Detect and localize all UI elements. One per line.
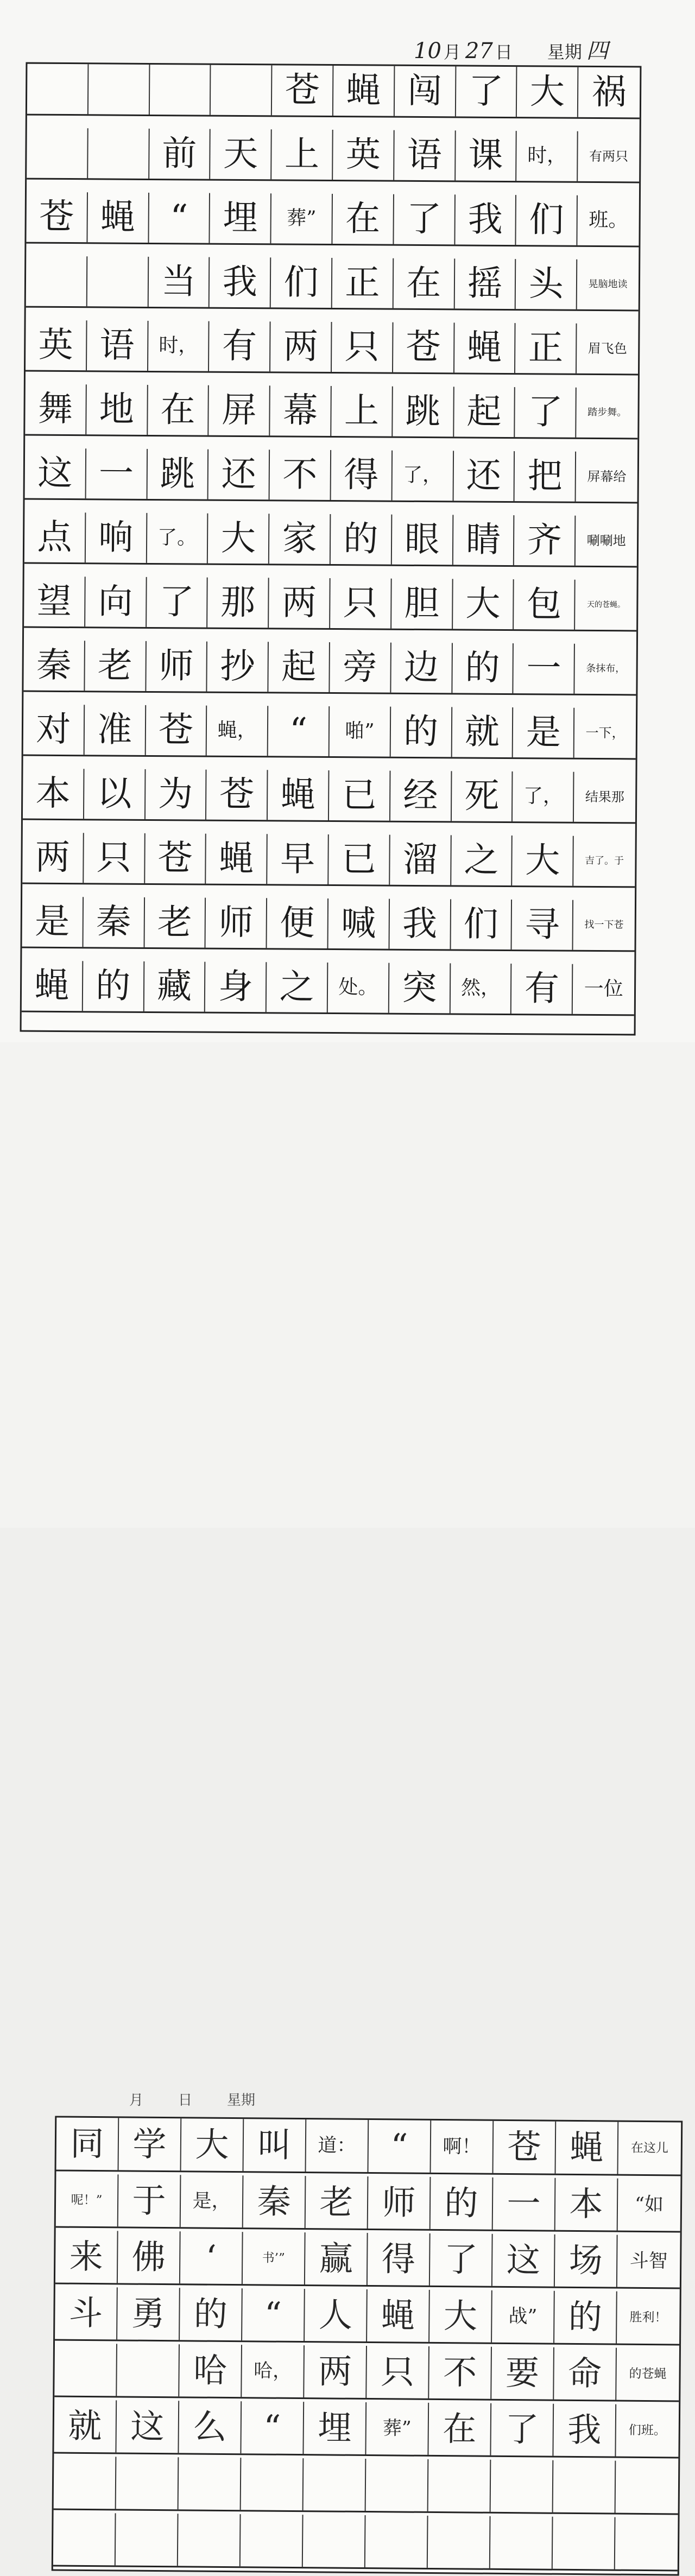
grid-cell bbox=[178, 2514, 241, 2566]
grid-cell: 我 bbox=[553, 2404, 616, 2457]
grid-cell bbox=[304, 2458, 367, 2511]
grid-cell: 的 bbox=[180, 2288, 243, 2340]
grid-cell: 了 bbox=[147, 577, 208, 628]
grid-cell: 们 bbox=[516, 195, 578, 245]
grid-cell: 就 bbox=[54, 2400, 117, 2452]
grid-cell: 场 bbox=[555, 2235, 618, 2287]
grid-cell: 胜利！ bbox=[629, 2310, 667, 2325]
grid-cell: 旁 bbox=[330, 642, 391, 693]
grid-row bbox=[26, 256, 639, 312]
grid-cell: 眉飞色 bbox=[587, 340, 627, 357]
grid-cell: ‘ bbox=[180, 2231, 243, 2284]
grid-cell bbox=[53, 2512, 116, 2565]
grid-cell: 道： bbox=[306, 2119, 369, 2172]
grid-cell: 老 bbox=[85, 641, 146, 691]
grid-cell: 来 bbox=[55, 2230, 118, 2283]
grid-cell: 苍 bbox=[26, 192, 87, 243]
grid-cell bbox=[428, 2459, 491, 2512]
grid-cell: 们班。 bbox=[628, 2423, 666, 2438]
grid-cell bbox=[553, 2460, 616, 2513]
grid-cell: 前 bbox=[149, 129, 211, 179]
grid-cell: 已 bbox=[328, 834, 390, 885]
grid-cell: 死 bbox=[452, 771, 513, 821]
grid-cell: 了 bbox=[491, 2403, 554, 2456]
grid-cell bbox=[241, 2458, 304, 2510]
grid-cell: 舞 bbox=[25, 384, 86, 435]
grid-cell: 蝇， bbox=[207, 706, 268, 756]
grid-cell: 书’” bbox=[243, 2232, 306, 2284]
grid-cell: 葬” bbox=[271, 193, 333, 244]
grid-cell: 的 bbox=[452, 643, 514, 693]
grid-cell: 埋 bbox=[210, 193, 271, 244]
grid-cell: 苍 bbox=[146, 705, 207, 756]
grid-row bbox=[27, 128, 640, 183]
grid-cell: 这 bbox=[116, 2400, 179, 2453]
grid-cell: 当 bbox=[148, 257, 210, 307]
grid-row bbox=[26, 192, 639, 248]
grid-row bbox=[27, 64, 640, 119]
grid-cell: 边 bbox=[391, 643, 452, 693]
grid-cell: 班。 bbox=[589, 208, 628, 232]
grid-cell: “ bbox=[242, 2288, 305, 2341]
grid-cell: 呢！” bbox=[56, 2174, 119, 2226]
grid-row bbox=[22, 833, 635, 888]
grid-cell: 对 bbox=[23, 705, 85, 755]
grid-cell: 两 bbox=[270, 321, 332, 372]
grid-cell: 们 bbox=[451, 899, 512, 950]
grid-cell: 只 bbox=[330, 578, 391, 629]
grid-cell: 斗智 bbox=[629, 2250, 668, 2272]
grid-cell: 赢 bbox=[305, 2232, 368, 2285]
grid-cell: 溜 bbox=[390, 835, 451, 885]
grid-cell: 葬” bbox=[366, 2402, 429, 2455]
grid-cell: 便 bbox=[267, 898, 328, 948]
grid-cell: 早 bbox=[267, 834, 328, 884]
grid-row bbox=[56, 2117, 681, 2176]
grid-cell bbox=[553, 2517, 616, 2569]
grid-cell: 人 bbox=[305, 2289, 368, 2341]
grid-cell bbox=[116, 2513, 179, 2566]
grid-cell: 望 bbox=[24, 577, 85, 627]
grid-cell: 蝇 bbox=[22, 961, 83, 1011]
grid-cell: 秦 bbox=[83, 897, 144, 947]
grid-cell: 的苍蝇 bbox=[629, 2366, 667, 2381]
grid-row bbox=[25, 384, 638, 440]
grid-cell bbox=[54, 2456, 117, 2509]
grid-cell bbox=[27, 64, 89, 115]
grid-cell: 蝇 bbox=[333, 66, 395, 116]
grid-cell: 那 bbox=[208, 578, 269, 628]
grid-cell: 学 bbox=[119, 2118, 182, 2170]
grid-cell: 一 bbox=[493, 2178, 556, 2230]
grid-cell: 晃脑地读 bbox=[588, 278, 628, 290]
grid-cell: 一 bbox=[86, 448, 147, 499]
grid-cell: 天的苍蝇。 bbox=[586, 600, 626, 610]
grid-cell bbox=[179, 2457, 242, 2510]
grid-cell: 就 bbox=[452, 707, 513, 757]
grid-cell: 我 bbox=[389, 899, 451, 950]
grid-cell bbox=[490, 2516, 553, 2569]
grid-cell: 只 bbox=[332, 322, 393, 372]
grid-row bbox=[23, 769, 636, 824]
grid-cell: 同 bbox=[56, 2117, 119, 2170]
grid-cell bbox=[491, 2460, 554, 2512]
grid-cell: 得 bbox=[368, 2233, 431, 2286]
grid-cell: 跳 bbox=[393, 387, 454, 437]
grid-cell: 时， bbox=[517, 131, 578, 181]
grid-cell: 正 bbox=[332, 258, 394, 308]
grid-cell: 齐 bbox=[514, 515, 576, 566]
weekday-label-2: 星期 bbox=[227, 2092, 256, 2109]
grid-cell: 突 bbox=[389, 963, 451, 1014]
grid-cell: 师 bbox=[206, 898, 267, 948]
grid-cell: 正 bbox=[515, 323, 577, 374]
grid-cell: 了 bbox=[515, 387, 577, 438]
grid-cell: 蝇 bbox=[367, 2289, 430, 2342]
grid-row bbox=[24, 577, 637, 632]
grid-cell: 屏幕给 bbox=[587, 469, 627, 485]
grid-cell: 师 bbox=[368, 2176, 431, 2229]
grid-cell: 的 bbox=[331, 514, 392, 565]
grid-cell: 课 bbox=[456, 130, 517, 181]
grid-cell: 秦 bbox=[23, 641, 85, 691]
grid-cell bbox=[89, 64, 150, 115]
date-header-2 bbox=[98, 2089, 258, 2109]
grid-cell: 上 bbox=[331, 386, 393, 436]
grid-cell: 我 bbox=[210, 257, 271, 308]
grid-row bbox=[22, 961, 635, 1016]
grid-row bbox=[22, 897, 635, 952]
grid-cell: 斗 bbox=[55, 2287, 118, 2339]
grid-cell: 了 bbox=[430, 2233, 493, 2286]
writing-grid-2 bbox=[52, 2116, 683, 2575]
grid-cell: 得 bbox=[331, 450, 393, 501]
grid-cell: 苍 bbox=[272, 65, 333, 116]
grid-cell: 蝇 bbox=[206, 834, 268, 884]
grid-cell: 只 bbox=[84, 833, 145, 883]
grid-cell: 于 bbox=[118, 2174, 181, 2227]
grid-cell: 摇 bbox=[454, 258, 516, 309]
grid-cell bbox=[116, 2457, 179, 2509]
grid-cell: 在 bbox=[428, 2403, 491, 2455]
grid-cell: 的 bbox=[390, 707, 452, 757]
grid-cell: 只 bbox=[367, 2346, 429, 2398]
grid-row bbox=[56, 2174, 681, 2232]
grid-cell: 战” bbox=[492, 2290, 555, 2343]
grid-row bbox=[53, 2512, 678, 2571]
grid-cell: 佛 bbox=[118, 2231, 181, 2283]
grid-cell: 两 bbox=[304, 2345, 367, 2398]
grid-cell: 了 bbox=[456, 66, 517, 117]
grid-cell: 大 bbox=[181, 2118, 244, 2171]
grid-cell: 在这儿 bbox=[630, 2141, 668, 2155]
grid-cell: 结果那 bbox=[585, 789, 624, 805]
grid-cell: 了， bbox=[392, 451, 453, 501]
grid-cell: 经 bbox=[390, 771, 452, 821]
grid-cell: 响 bbox=[86, 512, 147, 563]
grid-cell bbox=[149, 65, 211, 115]
grid-cell: 有两只 bbox=[589, 148, 629, 164]
grid-cell: 老 bbox=[306, 2176, 369, 2229]
grid-cell: 祸 bbox=[591, 72, 627, 113]
grid-cell: “ bbox=[149, 193, 210, 243]
grid-cell: 胆 bbox=[391, 579, 453, 629]
grid-cell: 一 bbox=[514, 643, 575, 694]
grid-cell: 了。 bbox=[147, 513, 208, 564]
grid-cell: “ bbox=[241, 2401, 304, 2454]
grid-cell: 苍 bbox=[206, 770, 268, 820]
grid-cell: 睛 bbox=[453, 515, 514, 565]
grid-cell: 两 bbox=[269, 578, 330, 628]
grid-cell: 在 bbox=[394, 258, 455, 309]
grid-cell: 时， bbox=[148, 321, 210, 371]
grid-cell bbox=[211, 65, 272, 116]
grid-cell bbox=[26, 256, 87, 307]
grid-row bbox=[54, 2400, 679, 2458]
grid-cell: 不 bbox=[429, 2346, 492, 2399]
grid-cell: 吉了。于 bbox=[585, 855, 624, 867]
grid-cell: 在 bbox=[148, 385, 209, 435]
grid-cell: “如 bbox=[634, 2193, 664, 2216]
grid-cell: 上 bbox=[271, 129, 333, 180]
weekday-label: 星期 bbox=[547, 42, 582, 62]
grid-cell: 要 bbox=[491, 2347, 554, 2400]
grid-row bbox=[23, 705, 636, 760]
grid-cell: 蝇 bbox=[454, 322, 516, 373]
grid-cell: 语 bbox=[87, 320, 148, 371]
grid-cell bbox=[615, 2517, 678, 2570]
date-day-label-2: 日 bbox=[178, 2092, 193, 2109]
grid-row bbox=[25, 448, 638, 504]
grid-cell: 把 bbox=[515, 451, 576, 502]
grid-cell: 勇 bbox=[117, 2287, 180, 2340]
grid-cell: 的 bbox=[554, 2291, 617, 2344]
grid-cell: 命 bbox=[554, 2347, 617, 2400]
grid-cell: 语 bbox=[394, 130, 456, 181]
grid-cell: 蝇 bbox=[268, 770, 329, 820]
grid-cell: 大 bbox=[517, 67, 578, 117]
grid-row bbox=[54, 2343, 679, 2402]
grid-cell bbox=[27, 128, 88, 179]
date-day: 27 bbox=[465, 39, 493, 64]
grid-cell: 点 bbox=[24, 512, 86, 563]
grid-cell bbox=[54, 2343, 117, 2396]
grid-cell: 大 bbox=[453, 579, 514, 629]
grid-row bbox=[26, 320, 639, 376]
grid-cell: 有 bbox=[511, 964, 573, 1014]
notebook-page-2 bbox=[0, 1042, 695, 2450]
grid-cell: 蝇 bbox=[87, 192, 149, 243]
grid-cell: 天 bbox=[211, 129, 272, 180]
grid-cell: 为 bbox=[146, 769, 207, 820]
grid-cell: 之 bbox=[267, 962, 328, 1012]
grid-cell: 的 bbox=[83, 961, 144, 1011]
grid-row bbox=[55, 2287, 680, 2345]
grid-cell: 的 bbox=[431, 2177, 494, 2230]
grid-cell: 秦 bbox=[243, 2175, 306, 2228]
weekday-value: 四 bbox=[586, 39, 608, 64]
grid-cell: 地 bbox=[86, 384, 148, 435]
grid-cell: 们 bbox=[271, 257, 332, 308]
grid-cell bbox=[303, 2515, 366, 2567]
grid-cell: 是 bbox=[513, 707, 574, 758]
grid-cell: 了， bbox=[513, 771, 574, 822]
grid-cell: 两 bbox=[22, 833, 84, 883]
grid-cell: 之 bbox=[451, 835, 513, 885]
grid-cell: 大 bbox=[429, 2290, 492, 2343]
grid-cell: 不 bbox=[270, 450, 331, 500]
grid-cell bbox=[87, 256, 149, 307]
grid-cell: 大 bbox=[513, 836, 574, 886]
grid-cell: 条抹布， bbox=[586, 662, 626, 675]
grid-cell: 英 bbox=[26, 320, 87, 371]
grid-cell: 跳 bbox=[147, 449, 208, 499]
date-month: 10 bbox=[414, 39, 441, 64]
grid-cell: 么 bbox=[179, 2401, 242, 2453]
grid-cell: 起 bbox=[454, 387, 515, 437]
grid-row bbox=[24, 512, 637, 568]
grid-cell bbox=[428, 2516, 491, 2568]
grid-cell: 一下， bbox=[585, 725, 625, 741]
grid-row bbox=[55, 2230, 680, 2289]
grid-cell: 还 bbox=[208, 450, 270, 500]
grid-cell: 已 bbox=[329, 770, 390, 821]
grid-cell bbox=[616, 2461, 679, 2514]
grid-cell: 本 bbox=[23, 769, 84, 819]
date-month-label-2: 月 bbox=[129, 2092, 144, 2109]
grid-cell: 哈 bbox=[179, 2344, 242, 2397]
grid-cell: 啊！ bbox=[431, 2121, 494, 2173]
grid-cell: 哈， bbox=[242, 2345, 305, 2397]
grid-cell: “ bbox=[369, 2120, 432, 2173]
grid-cell: 是， bbox=[181, 2175, 244, 2227]
grid-cell: 埋 bbox=[304, 2402, 367, 2454]
notebook-page-1 bbox=[0, 0, 695, 1042]
grid-cell: 了 bbox=[394, 194, 455, 245]
grid-cell bbox=[365, 2515, 428, 2568]
grid-cell bbox=[117, 2344, 180, 2396]
grid-cell: 有 bbox=[209, 321, 270, 372]
grid-cell: 老 bbox=[144, 897, 206, 948]
grid-cell: 踏步舞。 bbox=[587, 406, 627, 419]
grid-cell: 包 bbox=[514, 579, 575, 630]
grid-cell: 起 bbox=[269, 642, 330, 692]
grid-cell: 藏 bbox=[144, 961, 205, 1012]
grid-cell: 屏 bbox=[209, 385, 270, 436]
date-day-label: 日 bbox=[495, 42, 513, 62]
grid-cell: 以 bbox=[84, 769, 146, 819]
grid-row bbox=[23, 641, 636, 696]
grid-cell: 这 bbox=[25, 448, 86, 499]
grid-cell: 然， bbox=[450, 963, 511, 1014]
grid-cell: 这 bbox=[492, 2234, 555, 2287]
grid-cell: 蝇 bbox=[556, 2122, 619, 2174]
grid-cell: 身 bbox=[205, 962, 267, 1012]
grid-cell: 啪” bbox=[330, 706, 391, 757]
grid-cell: 抄 bbox=[207, 642, 269, 692]
writing-grid-1 bbox=[20, 62, 642, 1036]
grid-cell: 英 bbox=[333, 130, 394, 180]
grid-cell: 唰唰地 bbox=[586, 533, 626, 549]
grid-cell: 我 bbox=[455, 194, 516, 245]
grid-cell bbox=[88, 128, 149, 179]
grid-cell: 叫 bbox=[244, 2119, 307, 2172]
grid-cell: 眼 bbox=[392, 515, 453, 565]
grid-cell: 本 bbox=[555, 2178, 618, 2231]
grid-cell: 寻 bbox=[512, 900, 573, 950]
grid-cell: 是 bbox=[22, 897, 84, 947]
grid-row bbox=[54, 2456, 679, 2515]
grid-cell: “ bbox=[268, 706, 330, 756]
grid-cell bbox=[241, 2514, 304, 2567]
grid-cell: 找一下苍 bbox=[584, 919, 624, 931]
grid-cell: 大 bbox=[208, 514, 269, 564]
grid-cell: 在 bbox=[332, 194, 394, 244]
grid-cell: 师 bbox=[146, 641, 207, 692]
grid-cell: 幕 bbox=[270, 385, 331, 436]
grid-cell bbox=[366, 2459, 429, 2511]
date-header bbox=[413, 34, 609, 65]
grid-cell: 苍 bbox=[393, 322, 454, 373]
grid-cell: 准 bbox=[84, 705, 146, 755]
grid-cell: 苍 bbox=[145, 833, 206, 884]
grid-cell: 苍 bbox=[494, 2121, 557, 2174]
grid-cell: 一位 bbox=[584, 977, 623, 1001]
grid-cell: 家 bbox=[269, 514, 331, 564]
grid-cell: 还 bbox=[453, 451, 515, 501]
grid-cell: 喊 bbox=[328, 898, 390, 949]
grid-cell: 处。 bbox=[328, 963, 389, 1013]
grid-cell: 闯 bbox=[395, 66, 456, 117]
grid-cell: 向 bbox=[85, 577, 147, 627]
date-month-label: 月 bbox=[443, 42, 461, 62]
grid-cell: 头 bbox=[516, 259, 577, 309]
